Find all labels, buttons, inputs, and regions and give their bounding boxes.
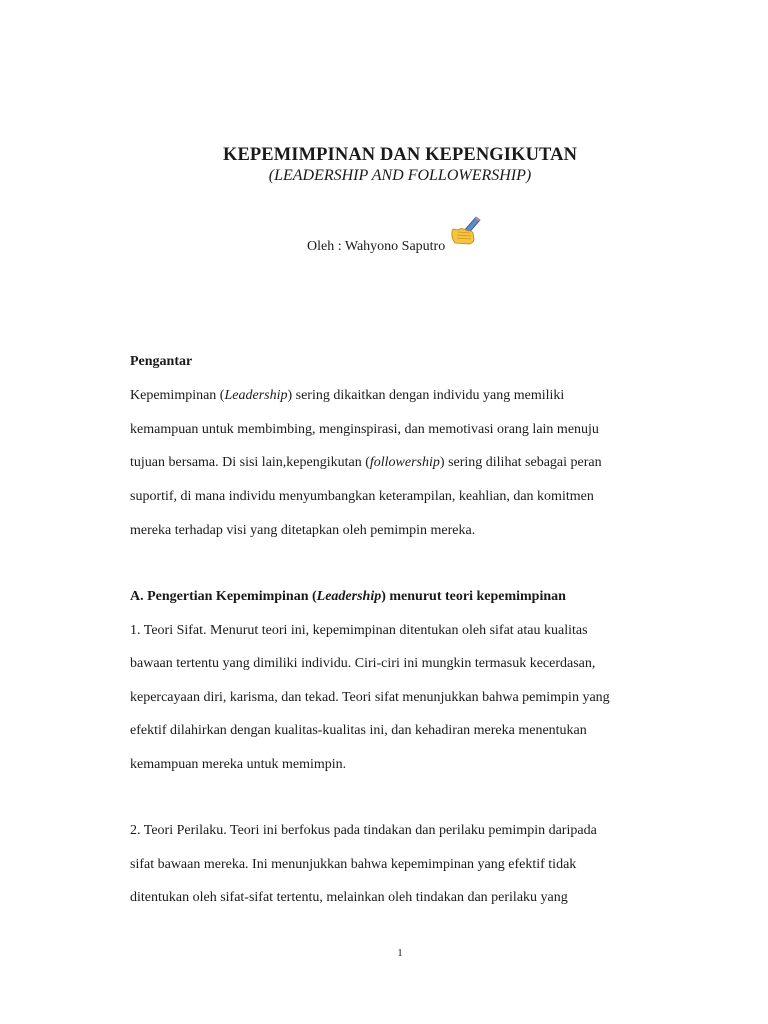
writing-hand-icon <box>449 216 481 251</box>
author-line <box>307 220 481 255</box>
document-title: KEPEMIMPINAN DAN KEPENGIKUTAN <box>222 145 578 165</box>
intro-heading: Pengantar <box>130 354 193 369</box>
para2-line-3: ditentukan oleh sifat-sifat tertentu, melainkan oleh tindakan dan perilaku yang <box>130 890 568 905</box>
intro-line-3: tujuan bersama. Di sisi lain,kepengikutan (followership) sering dilihat sebagai peran <box>130 455 602 470</box>
para2-line-2: sifat bawaan mereka. Ini menunjukkan bahwa kepemimpinan yang efektif tidak <box>130 857 577 872</box>
intro-line-2: kemampuan untuk membimbing, menginspirasi, dan memotivasi orang lain menuju <box>130 422 599 437</box>
writing-hand-svg <box>449 216 481 246</box>
section-a-heading: A. Pengertian Kepemimpinan (Leadership) menurut teori kepemimpinan <box>130 589 566 604</box>
para1-line-3: kepercayaan diri, karisma, dan tekad. Teori sifat menunjukkan bahwa pemimpin yang <box>130 690 610 705</box>
author-name: Oleh : Wahyono Saputro <box>307 239 446 254</box>
para1-line-1: 1. Teori Sifat. Menurut teori ini, kepemimpinan ditentukan oleh sifat atau kualitas <box>130 623 588 638</box>
intro-line-5: mereka terhadap visi yang ditetapkan oleh pemimpin mereka. <box>130 523 476 538</box>
para1-line-5: kemampuan mereka untuk memimpin. <box>130 757 347 772</box>
para1-line-4: efektif dilahirkan dengan kualitas-kualitas ini, dan kehadiran mereka menentukan <box>130 723 587 738</box>
para1-line-2: bawaan tertentu yang dimiliki individu. Ciri-ciri ini mungkin termasuk kecerdasan, <box>130 656 596 671</box>
page-number: 1 <box>397 947 403 959</box>
para2-line-1: 2. Teori Perilaku. Teori ini berfokus pada tindakan dan perilaku pemimpin daripada <box>130 823 597 838</box>
intro-line-4: suportif, di mana individu menyumbangkan keterampilan, keahlian, dan komitmen <box>130 489 594 504</box>
intro-line-1: Kepemimpinan (Leadership) sering dikaitkan dengan individu yang memiliki <box>130 388 565 403</box>
document-subtitle: (LEADERSHIP AND FOLLOWERSHIP) <box>268 167 532 184</box>
